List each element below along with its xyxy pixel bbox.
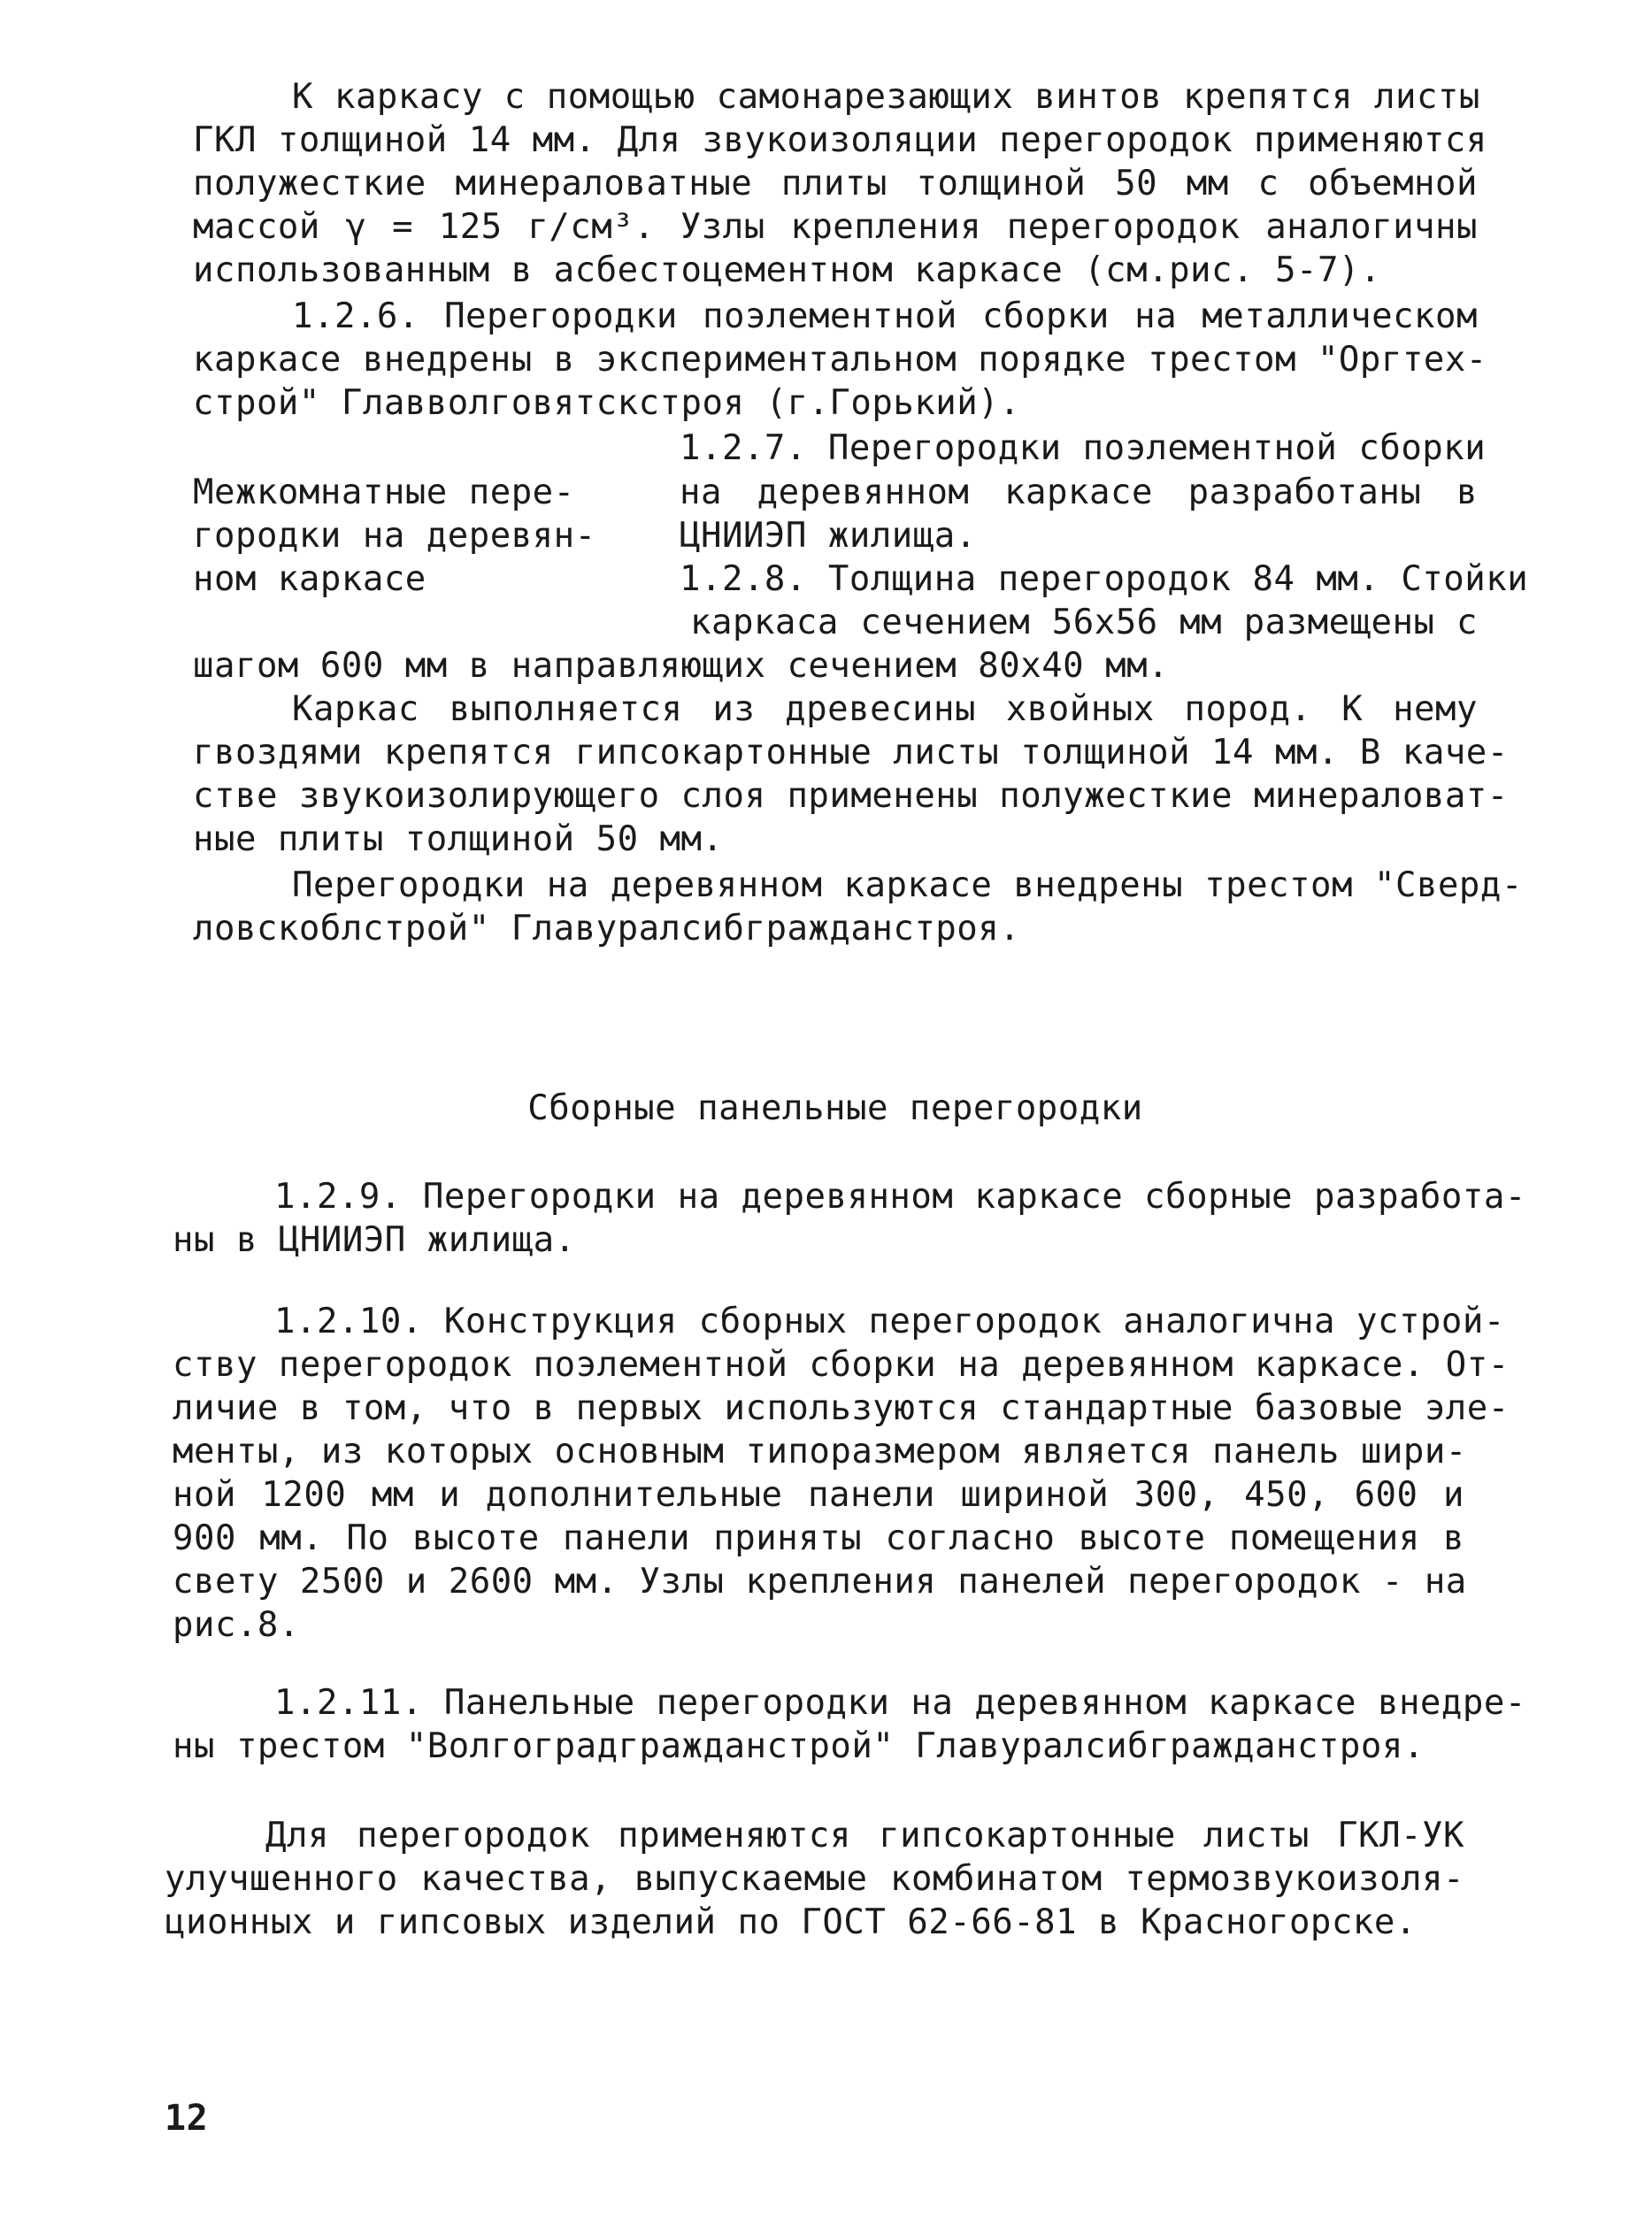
text-line: ные плиты толщиной 50 мм. [193, 819, 724, 859]
text-line: улучшенного качества, выпускаемые комбинатом термозвукоизоля- [165, 1859, 1464, 1899]
text-line: менты, из которых основным типоразмером является панель шири- [173, 1432, 1467, 1471]
text-line: К каркасу с помощью самонарезающих винтов крепятся листы [292, 77, 1480, 117]
text-line: на деревянном каркасе разработаны в [680, 473, 1478, 512]
text-line: каркасе внедрены в экспериментальном порядке трестом "Оргтех- [193, 340, 1487, 380]
text-line: полужесткие минераловатные плиты толщиной 50 мм с объемной [193, 164, 1478, 204]
text-line: ной 1200 мм и дополнительные панели шириной 300, 450, 600 и [173, 1475, 1464, 1515]
text-line: Для перегородок применяются гипсокартонные листы ГКЛ-УК [265, 1816, 1464, 1856]
text-line: ны в ЦНИИЭП жилища. [173, 1220, 576, 1260]
text-line: 1.2.8. Толщина перегородок 84 мм. Стойки [680, 559, 1529, 599]
text-line: Перегородки на деревянном каркасе внедрены трестом "Сверд- [292, 865, 1523, 905]
text-line: ном каркасе [193, 559, 426, 599]
text-line: Межкомнатные пере- [193, 473, 575, 512]
section-heading: Сборные панельные перегородки [527, 1088, 1143, 1128]
text-line: использованным в асбестоцементном каркасе (см.рис. 5-7). [193, 250, 1381, 290]
text-line: Каркас выполняется из древесины хвойных пород. К нему [292, 689, 1478, 729]
text-line: каркаса сечением 56х56 мм размещены с [690, 603, 1478, 642]
text-line: 1.2.11. Панельные перегородки на деревянном каркасе внедре- [274, 1683, 1526, 1723]
text-line: личие в том, что в первых используются стандартные базовые эле- [173, 1388, 1510, 1428]
text-line: стве звукоизолирующего слоя применены полужесткие минераловат- [193, 776, 1509, 816]
text-line: 1.2.7. Перегородки поэлементной сборки [680, 428, 1487, 468]
text-line: городки на деревян- [193, 516, 596, 556]
text-line: ны трестом "Волгоградгражданстрой" Главуралсибгражданстроя. [173, 1726, 1425, 1766]
page-number: 12 [165, 2098, 209, 2139]
text-line: ЦНИИЭП жилища. [680, 516, 977, 556]
text-line: массой γ = 125 г/см³. Узлы крепления перегородок аналогичны [193, 207, 1478, 247]
text-line: 900 мм. По высоте панели приняты согласно высоте помещения в [173, 1518, 1464, 1558]
text-line: шагом 600 мм в направляющих сечением 80х40 мм. [193, 646, 1170, 686]
text-line: гвоздями крепятся гипсокартонные листы толщиной 14 мм. В каче- [193, 733, 1509, 772]
text-line: строй" Главволговятскстроя (г.Горький). [193, 383, 1021, 423]
text-line: ству перегородок поэлементной сборки на деревянном каркасе. От- [173, 1345, 1510, 1385]
text-line: 1.2.9. Перегородки на деревянном каркасе сборные разработа- [274, 1177, 1526, 1217]
text-line: 1.2.10. Конструкция сборных перегородок аналогична устрой- [274, 1302, 1505, 1341]
text-line: ловскоблстрой" Главуралсибгражданстроя. [193, 909, 1021, 949]
text-line: свету 2500 и 2600 мм. Узлы крепления панелей перегородок - на [173, 1562, 1467, 1602]
text-line: ционных и гипсовых изделий по ГОСТ 62-66-81 в Красногорске. [165, 1902, 1417, 1942]
text-line: рис.8. [173, 1605, 300, 1645]
text-line: ГКЛ толщиной 14 мм. Для звукоизоляции перегородок применяются [193, 120, 1487, 160]
text-line: 1.2.6. Перегородки поэлементной сборки на металлическом [292, 296, 1478, 336]
